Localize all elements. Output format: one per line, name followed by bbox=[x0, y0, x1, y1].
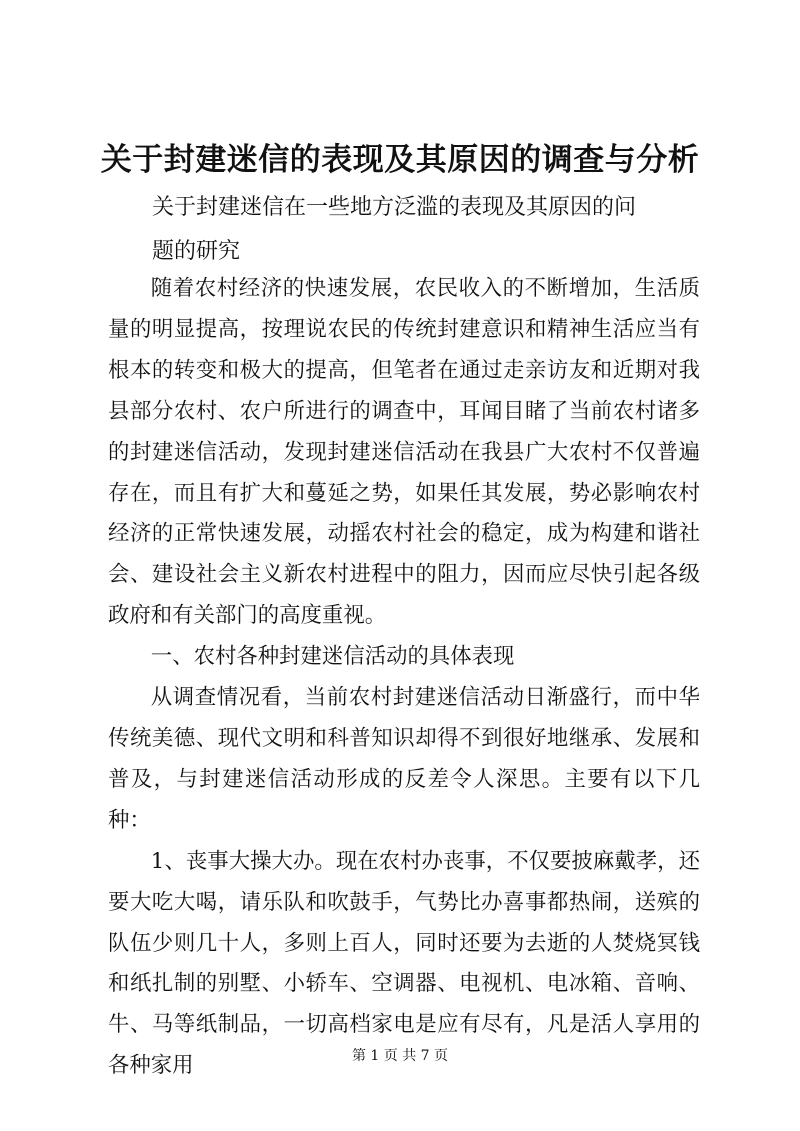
document-title: 关于封建迷信的表现及其原因的调查与分析 bbox=[100, 142, 700, 178]
section-heading: 一、农村各种封建迷信活动的具体表现 bbox=[150, 644, 515, 670]
paragraph-intro: 随着农村经济的快速发展，农民收入的不断增加，生活质量的明显提高，按理说农民的传统封建意识和精神生活应当有根本的转变和极大的提高，但笔者在通过走亲访友和近期对我县部分农村、农户所进行的调查中，耳闻目睹了当前农村诸多的封建迷信活动，发现封建迷信活动在我县广大农村不仅普遍存在，而且有扩大和蔓延之势，如果任其发展，势必影响农村经济的正常快速发展，动摇农村社会的稳定，成为构建和谐社会、建设社会主义新农村进程中的阻力，因而应尽快引起各级政府和有关部门的高度重视。 bbox=[108, 276, 700, 629]
page-footer: 第 1 页 共 7 页 bbox=[351, 1048, 449, 1064]
subtitle-line-1: 关于封建迷信在一些地方泛滥的表现及其原因的问 bbox=[152, 195, 637, 220]
document-subtitle bbox=[108, 186, 708, 274]
document-body bbox=[108, 269, 700, 1087]
subtitle-line-2: 题的研究 bbox=[152, 239, 241, 264]
paragraph-item-1: 1、丧事大操大办。现在农村办丧事，不仅要披麻戴孝，还要大吃大喝，请乐队和吹鼓手，气势比办喜事都热闹，送殡的队伍少则几十人，多则上百人，同时还要为去逝的人焚烧冥钱和纸扎制的别墅、小轿车、空调器、电视机、电冰箱、音响、牛、马等纸制品，一切高档家电是应有尽有，凡是活人享用的各种家用 bbox=[108, 848, 700, 1079]
paragraph-overview: 从调查情况看，当前农村封建迷信活动日渐盛行，而中华传统美德、现代文明和科普知识却得不到很好地继承、发展和普及，与封建迷信活动形成的反差令人深思。主要有以下几种： bbox=[108, 685, 700, 833]
